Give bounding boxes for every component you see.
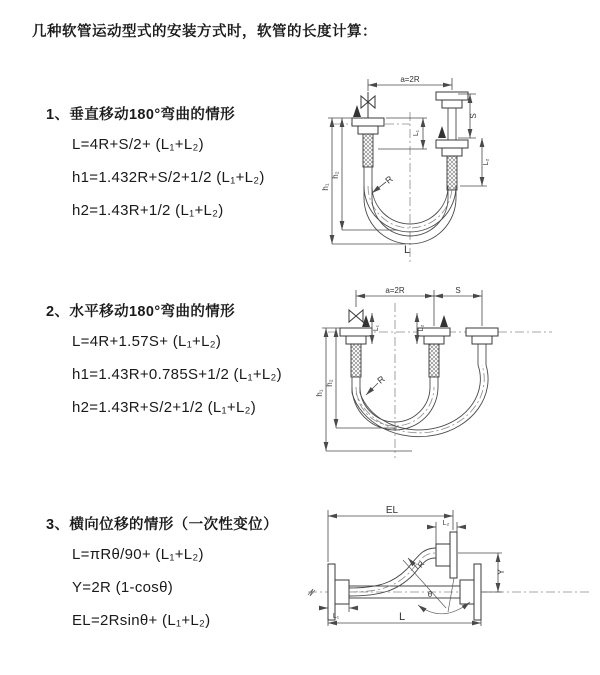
dim-label-r: R bbox=[415, 559, 427, 570]
dim-label-l1: L₁ bbox=[373, 324, 380, 332]
angle-label-theta: θ bbox=[427, 590, 433, 599]
dim-label-l2: L₂ bbox=[483, 158, 490, 166]
formula-line: L=4R+1.57S+ (L₁+L₂) bbox=[72, 333, 222, 350]
dimensions bbox=[321, 75, 490, 256]
formula-line: L=4R+S/2+ (L₁+L₂) bbox=[72, 136, 204, 153]
movement-arrow bbox=[353, 105, 361, 117]
pipe-break-mark bbox=[308, 589, 315, 596]
dim-label-s: S bbox=[455, 286, 461, 295]
diagram-lateral-displacement bbox=[300, 500, 595, 655]
section-vertical-movement bbox=[46, 103, 321, 227]
formula-line: EL=2Rsinθ+ (L₁+L₂) bbox=[72, 612, 211, 629]
formula-line: Y=2R (1-cosθ) bbox=[72, 579, 174, 596]
centerlines bbox=[308, 589, 590, 596]
horizontal-u-bend-drawing bbox=[312, 283, 590, 465]
vertical-u-bend-drawing bbox=[310, 72, 590, 267]
movement-arrow bbox=[438, 126, 446, 138]
hose-drawing bbox=[328, 532, 481, 620]
dim-label-a2r: a=2R bbox=[400, 75, 420, 84]
dim-label-r: R bbox=[383, 173, 395, 186]
dim-label-h2: h₂ bbox=[331, 171, 340, 179]
dim-label-y: Y bbox=[496, 568, 506, 576]
section-3-heading: 3、横向位移的情形（一次性变位） bbox=[46, 517, 278, 533]
dim-label-h1: h₁ bbox=[315, 389, 324, 397]
dim-label-h1: h₁ bbox=[321, 183, 330, 191]
dimensions bbox=[315, 286, 482, 451]
diagram-horizontal-u-bend bbox=[312, 283, 590, 465]
dim-label-a2r: a=2R bbox=[385, 286, 405, 295]
centerlines bbox=[328, 303, 552, 458]
formula-line: h2=1.43R+1/2 (L₁+L₂) bbox=[72, 202, 224, 219]
formula-line: L=πRθ/90+ (L₁+L₂) bbox=[72, 546, 204, 563]
dim-label-el: EL bbox=[385, 505, 399, 516]
formula-line: h2=1.43R+S/2+1/2 (L₁+L₂) bbox=[72, 399, 257, 416]
section-lateral-displacement bbox=[46, 513, 321, 637]
dim-label-l2: L₂ bbox=[418, 324, 425, 332]
section-2-heading: 2、水平移动180°弯曲的情形 bbox=[46, 304, 236, 320]
formula-line: h1=1.43R+0.785S+1/2 (L₁+L₂) bbox=[72, 366, 282, 383]
dim-label-h2: h₂ bbox=[325, 379, 334, 387]
dim-label-l1: L₁ bbox=[332, 613, 340, 620]
section-1-heading: 1、垂直移动180°弯曲的情形 bbox=[46, 107, 236, 123]
section-horizontal-movement bbox=[46, 300, 321, 424]
formula-line: h1=1.432R+S/2+1/2 (L₁+L₂) bbox=[72, 169, 265, 186]
dim-label-l: L bbox=[398, 611, 406, 623]
dim-label-l1: L₁ bbox=[413, 129, 420, 137]
dim-label-l2: L₂ bbox=[442, 520, 450, 527]
dim-label-s: S bbox=[469, 113, 478, 119]
movement-arrow bbox=[440, 315, 448, 327]
dim-label-r: R bbox=[375, 373, 387, 386]
page-title: 几种软管运动型式的安装方式时，软管的长度计算： bbox=[32, 24, 377, 40]
diagram-vertical-u-bend bbox=[310, 72, 590, 267]
dim-label-l: L bbox=[403, 244, 411, 256]
lateral-displacement-drawing bbox=[300, 500, 595, 655]
